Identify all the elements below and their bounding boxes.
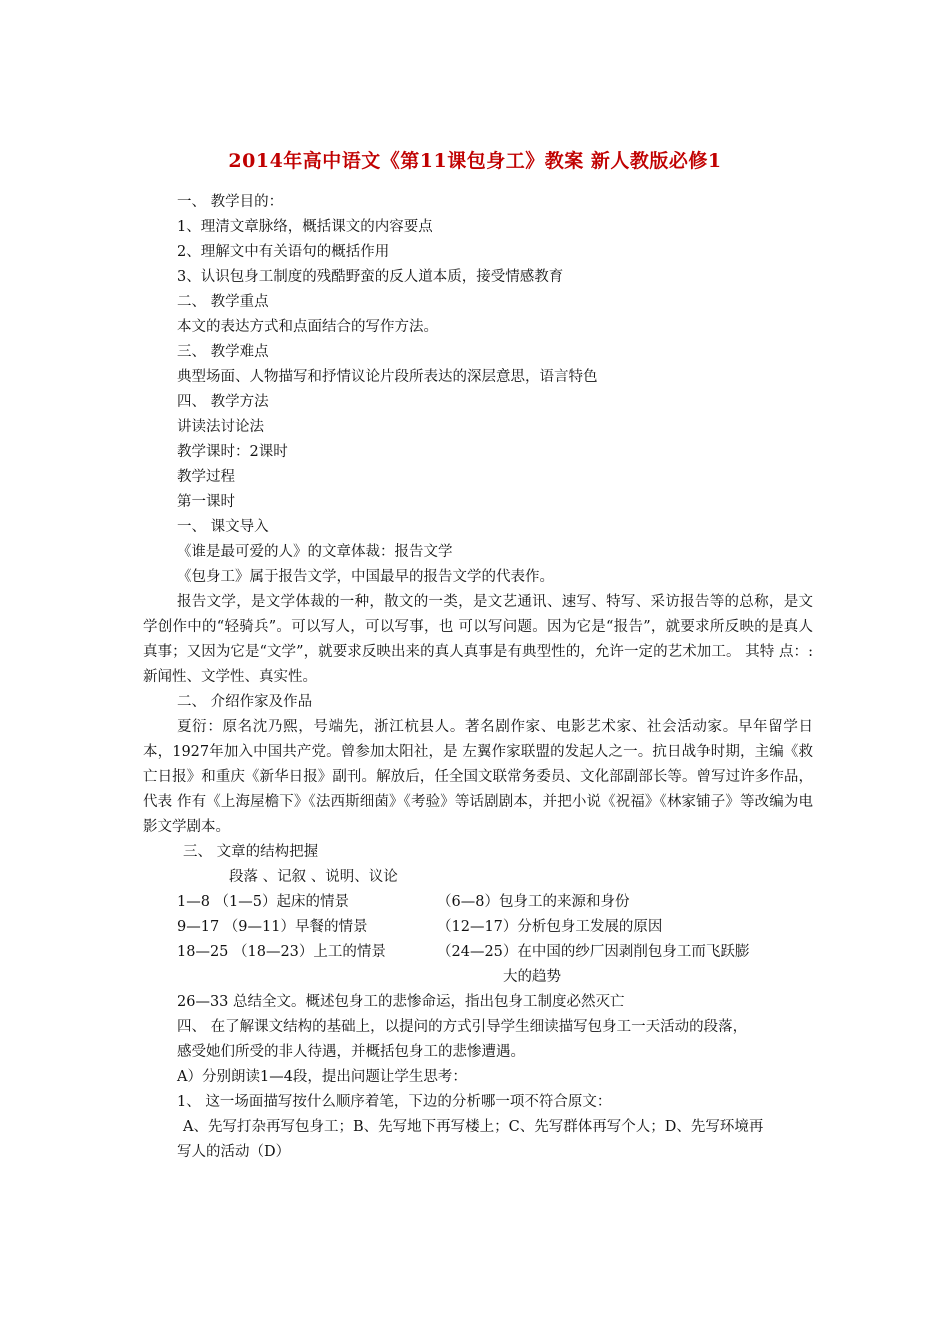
objective-2: 2、理解文中有关语句的概括作用 xyxy=(177,244,390,260)
objective-1: 1、理清文章脉络，概括课文的内容要点 xyxy=(177,219,433,235)
report-literature-paragraph: 报告文学，是文学体裁的一种，散文的一类，是文艺通讯、速写、特写、采访报告等的总称，是文学创作中的“轻骑兵”。可以写人，可以写事，也 可以写问题。因为它是“报告”，就要求所反映的是真人真事；又因为它是“文学”，就要求反映出来的真人真事是有典型性的，允许一定的艺术加工。 其特 点：:新闻性、文学性、真实性。 xyxy=(143,594,813,685)
heading-author: 二、 介绍作家及作品 xyxy=(177,694,313,710)
structure-left: 18—25 （18—23）上工的情景 xyxy=(177,944,386,960)
structure-right: （12—17）分析包身工发展的原因 xyxy=(437,919,663,935)
structure-row xyxy=(143,890,813,915)
reading-task: A）分别朗读1—4段，提出问题让学生思考： xyxy=(177,1069,467,1085)
heading-difficulties: 三、 教学难点 xyxy=(177,344,269,360)
heading-objectives: 一、 教学目的： xyxy=(177,194,284,210)
heading-key-points: 二、 教学重点 xyxy=(177,294,269,310)
teaching-process: 教学过程 xyxy=(177,469,235,485)
first-lesson: 第一课时 xyxy=(177,494,235,510)
heading-structure: 三、 文章的结构把握 xyxy=(183,844,319,860)
intro-line-2: 《包身工》属于报告文学，中国最早的报告文学的代表作。 xyxy=(177,569,554,585)
author-paragraph: 夏衍：原名沈乃熙，号端先，浙江杭县人。著名剧作家、电影艺术家、社会活动家。早年留学日本，1927年加入中国共产党。曾参加太阳社，是 左翼作家联盟的发起人之一。抗日战争时期，主编《救亡日报》和重庆《新华日报》副刊。解放后，任全国文联常务委员、文化部副部长等。曾写过许多作品，代表 作有《上海屋檐下》《法西斯细菌》《考验》等话剧剧本，并把小说《祝福》《林家铺子》等改编为电影文学剧本。 xyxy=(143,719,813,835)
question-1: 1、 这一场面描写按什么顺序着笔，下边的分析哪一项不符合原文： xyxy=(177,1094,612,1110)
structure-left: 1—8 （1—5）起床的情景 xyxy=(177,894,350,910)
structure-row xyxy=(143,940,813,965)
structure-summary: 26—33 总结全文。概述包身工的悲惨命运，指出包身工制度必然灭亡 xyxy=(177,994,625,1010)
structure-left: 9—17 （9—11）早餐的情景 xyxy=(177,919,368,935)
methods-text: 讲读法讨论法 xyxy=(177,419,264,435)
feel-line: 感受她们所受的非人待遇，并概括包身工的悲惨遭遇。 xyxy=(177,1044,525,1060)
structure-continuation: 大的趋势 xyxy=(503,969,561,985)
intro-line-1: 《谁是最可爱的人》的文章体裁：报告文学 xyxy=(177,544,453,560)
heading-intro: 一、 课文导入 xyxy=(177,519,269,535)
structure-row xyxy=(143,915,813,940)
key-points-text: 本文的表达方式和点面结合的写作方法。 xyxy=(177,319,438,335)
answer-line: 写人的活动（D） xyxy=(177,1144,291,1160)
class-hours: 教学课时：2课时 xyxy=(177,444,288,460)
heading-methods: 四、 教学方法 xyxy=(177,394,269,410)
structure-header: 段落 、记叙 、说明、议论 xyxy=(229,869,398,885)
structure-right: （24—25）在中国的纱厂因剥削包身工而飞跃膨 xyxy=(437,944,750,960)
document-title: 2014年高中语文《第11课包身工》教案 新人教版必修1 xyxy=(228,150,722,172)
objective-3: 3、认识包身工制度的残酷野蛮的反人道本质，接受情感教育 xyxy=(177,269,564,285)
section-four-paragraph: 四、 在了解课文结构的基础上，以提问的方式引导学生细读描写包身工一天活动的段落， xyxy=(177,1019,748,1035)
structure-right: （6—8）包身工的来源和身份 xyxy=(437,894,630,910)
document-body xyxy=(143,190,813,1165)
difficulties-text: 典型场面、人物描写和抒情议论片段所表达的深层意思，语言特色 xyxy=(177,369,598,385)
question-options: A、先写打杂再写包身工；B、先写地下再写楼上；C、先写群体再写个人；D、先写环境再 xyxy=(183,1119,764,1135)
